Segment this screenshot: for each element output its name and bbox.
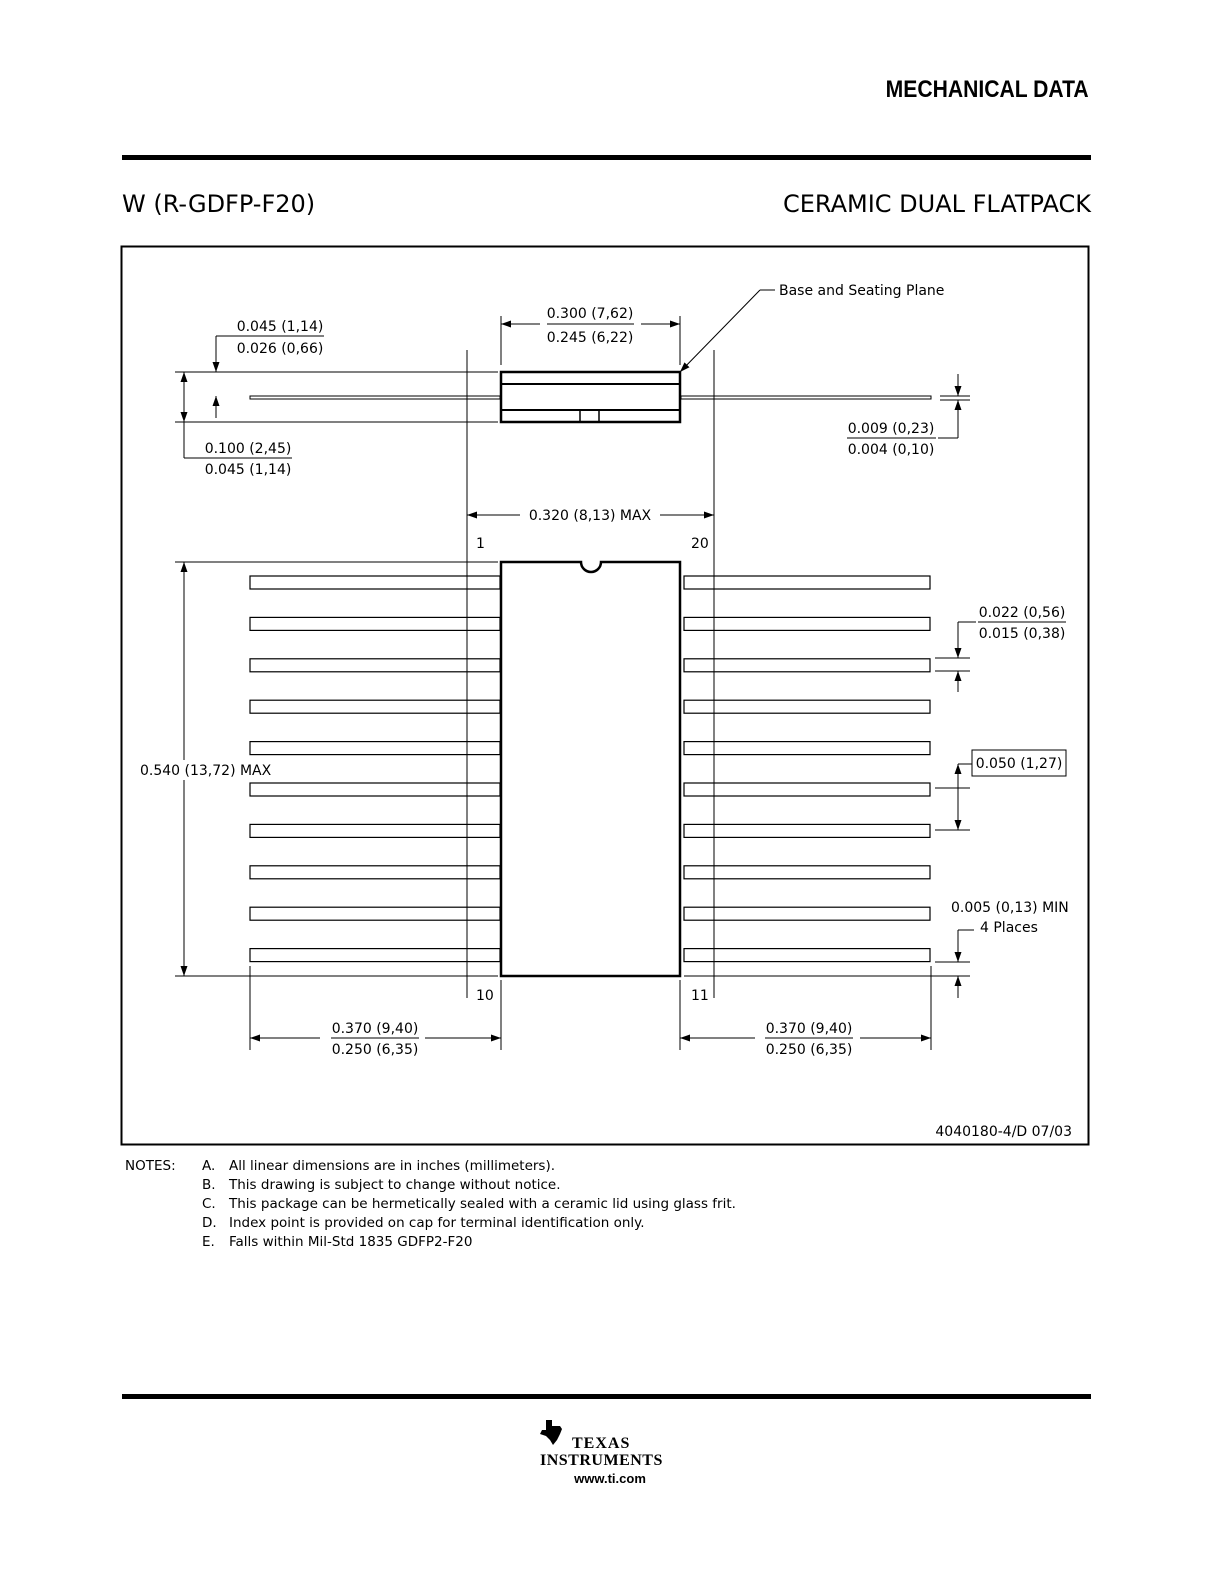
- lead-right: [684, 866, 930, 879]
- note-key: A.: [202, 1158, 216, 1174]
- note-text: Index point is provided on cap for terminal identification only.: [229, 1215, 645, 1231]
- lead-right: [684, 907, 930, 920]
- fraction-bars: [204, 324, 1066, 1038]
- lead-left: [250, 949, 500, 962]
- leads: [250, 576, 930, 962]
- note-item: [202, 1157, 902, 1176]
- lead-left: [250, 824, 500, 837]
- note-text: Falls within Mil-Std 1835 GDFP2-F20: [229, 1234, 473, 1250]
- package-name: CERAMIC DUAL FLATPACK: [782, 190, 1091, 218]
- lead-left: [250, 700, 500, 713]
- lead-left: [250, 907, 500, 920]
- right-lead-max: 0.370 (9,40): [765, 1021, 853, 1037]
- lead-right: [684, 742, 930, 755]
- note-item: [202, 1195, 902, 1214]
- lead-height-min: 0.004 (0,10): [847, 442, 935, 458]
- side-view: [250, 372, 931, 422]
- left-lead-max: 0.370 (9,40): [331, 1021, 419, 1037]
- drawing-frame: [122, 247, 1089, 1145]
- lead-height-max: 0.009 (0,23): [847, 421, 935, 437]
- lead-span-label: 0.320 (8,13) MAX: [528, 508, 652, 524]
- left-lead-min: 0.250 (6,35): [331, 1042, 419, 1058]
- height-max: 0.100 (2,45): [204, 441, 292, 457]
- drawing-number: 4040180-4/D 07/03: [935, 1124, 1072, 1140]
- note-key: E.: [202, 1234, 215, 1250]
- note-key: D.: [202, 1215, 217, 1231]
- seating-plane-label: Base and Seating Plane: [779, 283, 945, 299]
- lead-right: [684, 576, 930, 589]
- bottom-rule: [122, 1394, 1091, 1399]
- note-text: This package can be hermetically sealed with a ceramic lid using glass frit.: [229, 1196, 736, 1212]
- lead-right: [684, 824, 930, 837]
- notes-label: NOTES:: [125, 1158, 176, 1174]
- lead-right: [684, 617, 930, 630]
- pitch-label: 0.050 (1,27): [975, 756, 1063, 772]
- logo-line2: INSTRUMENTS: [540, 1452, 663, 1469]
- note-text: All linear dimensions are in inches (millimeters).: [229, 1158, 556, 1174]
- pin-20-label: 20: [691, 536, 709, 552]
- package-body-top-view: [501, 562, 680, 976]
- height-min: 0.045 (1,14): [204, 462, 292, 478]
- lead-right: [684, 659, 930, 672]
- top-width-max: 0.300 (7,62): [546, 306, 634, 322]
- note-item: [202, 1233, 902, 1252]
- website-url: www.ti.com: [574, 1471, 646, 1486]
- lead-width-max: 0.022 (0,56): [978, 605, 1066, 621]
- lead-right: [684, 783, 930, 796]
- note-key: C.: [202, 1196, 216, 1212]
- lead-right: [684, 949, 930, 962]
- texas-state-icon: [540, 1420, 562, 1445]
- note-item: [202, 1176, 902, 1195]
- note-text: This drawing is subject to change without notice.: [229, 1177, 561, 1193]
- lead-left: [250, 866, 500, 879]
- lead-left: [250, 659, 500, 672]
- lead-left: [250, 783, 500, 796]
- min-gap-label: 0.005 (0,13) MIN: [951, 900, 1069, 916]
- lead-left: [250, 742, 500, 755]
- lead-width-min: 0.015 (0,38): [978, 626, 1066, 642]
- top-width-min: 0.245 (6,22): [546, 330, 634, 346]
- pin-1-label: 1: [476, 536, 485, 552]
- section-title: MECHANICAL DATA: [886, 76, 1089, 103]
- note-key: B.: [202, 1177, 216, 1193]
- lead-thickness-min: 0.026 (0,66): [236, 341, 324, 357]
- lead-left: [250, 576, 500, 589]
- right-lead-min: 0.250 (6,35): [765, 1042, 853, 1058]
- note-item: [202, 1214, 902, 1233]
- lead-right: [684, 700, 930, 713]
- pin-10-label: 10: [476, 988, 494, 1004]
- notes-list: [202, 1157, 902, 1252]
- package-code: W (R-GDFP-F20): [122, 190, 316, 218]
- lead-thickness-max: 0.045 (1,14): [236, 319, 324, 335]
- lead-left: [250, 617, 500, 630]
- min-gap-note: 4 Places: [980, 920, 1038, 936]
- dimension-arrows: [184, 290, 976, 1038]
- pin-11-label: 11: [691, 988, 709, 1004]
- logo-line1: TEXAS: [572, 1435, 631, 1452]
- length-label: 0.540 (13,72) MAX: [140, 763, 272, 779]
